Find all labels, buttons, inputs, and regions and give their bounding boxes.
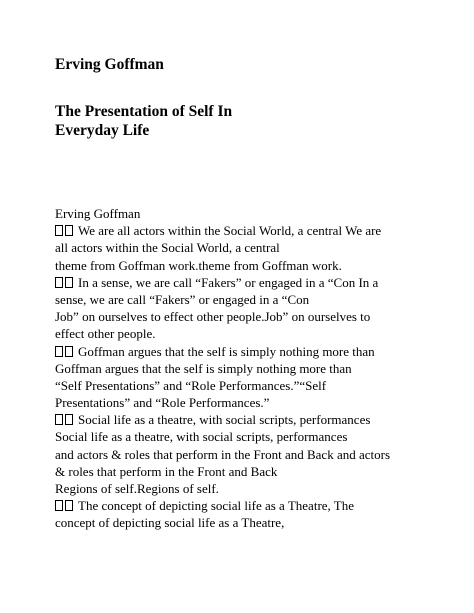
text-line: [55, 343, 425, 360]
text-line-content: The concept of depicting social life as a Theatre, The: [78, 498, 355, 514]
missing-glyph-icon: [55, 274, 75, 291]
text-line: [55, 446, 425, 463]
text-line: [55, 480, 425, 497]
missing-glyph-icon: [55, 411, 75, 428]
text-line-content: Job” on ourselves to effect other people.Job” on ourselves to: [55, 309, 371, 325]
author-heading: Erving Goffman: [55, 56, 164, 73]
document-title: [55, 103, 232, 140]
text-line: [55, 497, 425, 514]
text-line-content: theme from Goffman work.theme from Goffman work.: [55, 257, 342, 273]
missing-glyph-icon: [55, 497, 75, 514]
text-line-content: Erving Goffman: [55, 206, 141, 221]
text-line: [55, 205, 425, 222]
text-line: [55, 291, 425, 308]
text-line: [55, 308, 425, 325]
text-line-content: & roles that perform in the Front and Back: [55, 463, 278, 479]
text-line: [55, 428, 425, 445]
text-line-content: Goffman argues that the self is simply nothing more than: [55, 360, 352, 376]
text-line-content: effect other people.: [55, 326, 156, 342]
text-line: [55, 514, 425, 531]
text-line: [55, 411, 425, 428]
text-line: [55, 257, 425, 274]
text-line-content: Social life as a theatre, with social scripts, performances: [55, 429, 348, 445]
text-line: [55, 463, 425, 480]
text-line-content: We are all actors within the Social World, a central We are: [78, 223, 382, 239]
text-line: [55, 239, 425, 256]
text-line-content: concept of depicting social life as a Theatre,: [55, 515, 285, 531]
text-line-content: Social life as a theatre, with social scripts, performances: [78, 412, 371, 428]
text-line-content: In a sense, we are call “Fakers” or engaged in a “Con In a: [78, 274, 379, 290]
text-line-content: Goffman argues that the self is simply nothing more than: [78, 343, 375, 359]
text-line: [55, 325, 425, 342]
text-line: [55, 222, 425, 239]
title-line: The Presentation of Self In: [55, 103, 233, 120]
text-line-content: “Self Presentations” and “Role Performances.”“Self: [55, 377, 327, 393]
missing-glyph-icon: [55, 222, 75, 239]
text-line-content: Regions of self.Regions of self.: [55, 481, 219, 496]
body-text: [55, 205, 425, 532]
text-line-content: and actors & roles that perform in the Front and Back and actors: [55, 446, 391, 462]
text-line-content: Presentations” and “Role Performances.”: [55, 395, 270, 411]
missing-glyph-icon: [55, 343, 75, 360]
text-line: [55, 377, 425, 394]
title-line: Everyday Life: [55, 121, 150, 139]
text-line: [55, 274, 425, 291]
text-line-content: all actors within the Social World, a central: [55, 240, 280, 256]
text-line-content: sense, we are call “Fakers” or engaged in a “Con: [55, 291, 310, 307]
text-line: [55, 394, 425, 411]
text-line: [55, 360, 425, 377]
